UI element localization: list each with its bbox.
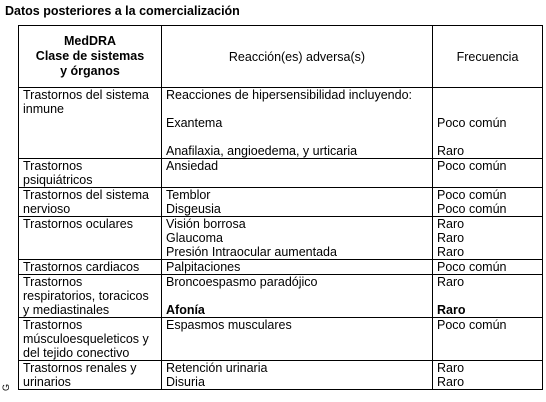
cell-line: nervioso [23,202,71,216]
cell-line [437,130,538,144]
cell-line: Reacciones de hipersensibilidad incluyendo: [166,88,412,102]
soc-cell [19,159,162,188]
frequency-cell [433,88,543,159]
table-header-row [19,26,543,88]
cell-line: del tejido conectivo [23,346,130,360]
table-row [19,217,543,260]
soc-cell [19,318,162,361]
cell-line: inmune [23,102,64,116]
cell-line: Raro [437,375,465,389]
cell-line: Retención urinaria [166,361,268,375]
cell-line: Afonía [166,303,205,317]
table-row [19,188,543,217]
cell-line: Disuria [166,375,205,389]
cell-line [437,289,538,303]
cell-line: músculoesqueleticos y [23,332,149,346]
cell-line: Glaucoma [166,231,223,245]
cell-line: Raro [437,144,465,158]
table-row [19,159,543,188]
header-soc-line: MedDRA [63,34,117,48]
side-margin-mark: G [1,383,11,391]
soc-cell [19,217,162,260]
frequency-cell [433,275,543,318]
cell-line [166,130,428,144]
cell-line: Poco común [437,318,507,332]
cell-line: Temblor [166,188,211,202]
soc-cell [19,275,162,318]
table-row [19,361,543,390]
cell-line: Poco común [437,202,507,216]
cell-line: Poco común [437,188,507,202]
cell-line: Disgeusia [166,202,221,216]
table-row [19,88,543,159]
cell-line: Exantema [166,116,223,130]
cell-line: Poco común [437,260,507,274]
frequency-cell [433,361,543,390]
header-soc [19,26,162,88]
frequency-cell [433,217,543,260]
cell-line: Raro [437,231,465,245]
cell-line [437,88,538,102]
cell-line: Poco común [437,159,507,173]
frequency-cell [433,260,543,275]
cell-line: Trastornos [23,318,83,332]
table-row [19,318,543,361]
soc-cell [19,88,162,159]
table-row [19,260,543,275]
frequency-cell [433,188,543,217]
cell-line: psiquiátricos [23,173,93,187]
cell-line: Trastornos del sistema [23,88,149,102]
cell-line: Anafilaxia, angioedema, y urticaria [166,144,358,158]
cell-line [166,289,428,303]
reaction-cell [162,260,433,275]
reaction-cell [162,318,433,361]
reaction-cell [162,275,433,318]
reaction-cell [162,188,433,217]
frequency-cell [433,318,543,361]
header-soc-line: y órganos [60,64,120,78]
frequency-cell [433,159,543,188]
cell-line: Trastornos del sistema [23,188,149,202]
cell-line: Poco común [437,116,507,130]
reaction-cell [162,217,433,260]
cell-line: Raro [437,217,465,231]
cell-line: Ansiedad [166,159,219,173]
cell-line: Raro [437,303,466,317]
reaction-cell [162,361,433,390]
cell-line: y mediastinales [23,303,110,317]
reaction-cell [162,88,433,159]
cell-line [437,102,538,116]
cell-line: Visión borrosa [166,217,246,231]
reaction-cell [162,159,433,188]
cell-line: respiratorios, toracicos [23,289,149,303]
cell-line: Trastornos oculares [23,217,133,231]
cell-line [166,102,428,116]
cell-line: Presión Intraocular aumentada [166,245,337,259]
header-reaction: Reacción(es) adversa(s) [162,26,433,88]
page-title: Datos posteriores a la comercialización [5,4,240,18]
soc-cell [19,260,162,275]
table-row [19,275,543,318]
cell-line: urinarios [23,375,71,389]
cell-line: Raro [437,275,465,289]
cell-line: Raro [437,245,465,259]
cell-line: Raro [437,361,465,375]
cell-line: Trastornos cardiacos [23,260,140,274]
cell-line: Trastornos [23,159,83,173]
soc-cell [19,188,162,217]
header-soc-line: Clase de sistemas [35,49,145,63]
cell-line: Palpitaciones [166,260,241,274]
soc-cell [19,361,162,390]
header-frequency: Frecuencia [433,26,543,88]
cell-line: Broncoespasmo paradójico [166,275,318,289]
cell-line: Espasmos musculares [166,318,292,332]
cell-line: Trastornos [23,275,83,289]
cell-line: Trastornos renales y [23,361,137,375]
adverse-reactions-table [18,25,543,390]
table-body [19,88,543,390]
